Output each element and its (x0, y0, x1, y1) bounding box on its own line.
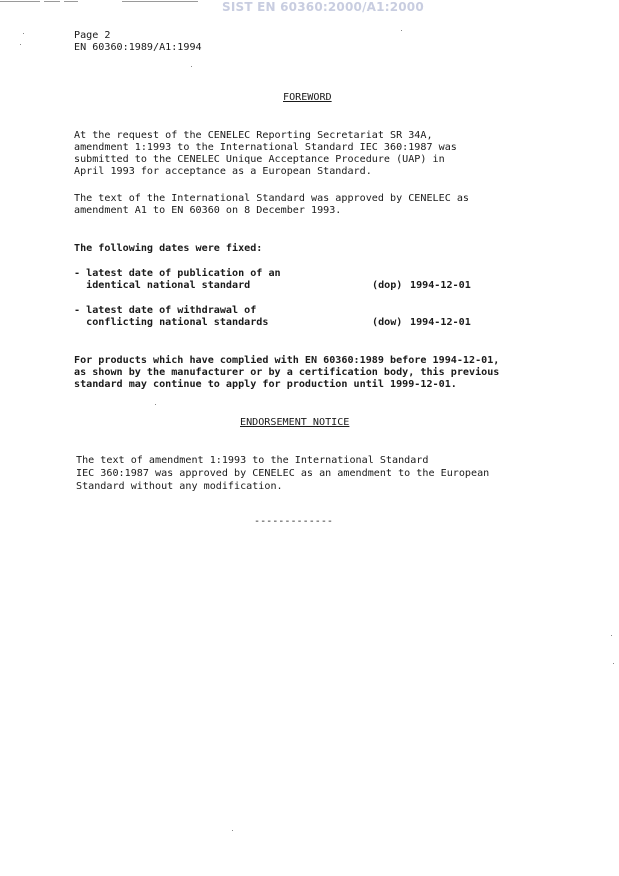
foreword-para1-line: submitted to the CENELEC Unique Acceptance Procedure (UAP) in (74, 154, 445, 165)
foreword-para3-line: standard may continue to apply for production until 1999-12-01. (74, 379, 457, 390)
scan-speck (401, 30, 402, 31)
scan-artifact-line (64, 1, 78, 2)
date-item-text: - latest date of publication of an (74, 268, 281, 279)
foreword-para2-line: The text of the International Standard was approved by CENELEC as (74, 193, 470, 204)
date-value: 1994-12-01 (410, 280, 471, 291)
scan-speck (20, 44, 21, 45)
endorsement-line: Standard without any modification. (76, 481, 283, 492)
date-item-text: conflicting national standards (74, 317, 269, 328)
scan-speck (155, 404, 156, 405)
foreword-para1-line: amendment 1:1993 to the International Standard IEC 360:1987 was (74, 142, 457, 153)
foreword-para1-line: At the request of the CENELEC Reporting Secretariat SR 34A, (74, 130, 433, 141)
endorsement-line: The text of amendment 1:1993 to the International Standard (76, 455, 429, 466)
scan-artifact-line (122, 1, 198, 2)
date-value: 1994-12-01 (410, 317, 471, 328)
foreword-para1-line: April 1993 for acceptance as a European Standard. (74, 166, 372, 177)
foreword-para2-line: amendment A1 to EN 60360 on 8 December 1993. (74, 205, 342, 216)
document-reference: EN 60360:1989/A1:1994 (74, 42, 202, 53)
scan-artifact-line (44, 1, 60, 2)
scan-speck (191, 66, 192, 67)
end-rule: ------------- (254, 516, 334, 527)
date-item-text: - latest date of withdrawal of (74, 305, 257, 316)
date-code: (dop) (372, 280, 403, 291)
dates-intro: The following dates were fixed: (74, 243, 263, 254)
foreword-heading: FOREWORD (283, 92, 332, 103)
foreword-para3-line: For products which have complied with EN 60360:1989 before 1994-12-01, (74, 355, 500, 366)
scan-speck (23, 33, 24, 34)
scan-speck (611, 635, 612, 636)
scan-artifact-line (0, 1, 40, 2)
endorsement-heading: ENDORSEMENT NOTICE (240, 417, 350, 428)
page-number: Page 2 (74, 30, 111, 41)
scan-speck (613, 663, 614, 664)
watermark: SIST EN 60360:2000/A1:2000 (222, 0, 424, 14)
scan-speck (232, 830, 233, 831)
date-item-text: identical national standard (74, 280, 251, 291)
foreword-para3-line: as shown by the manufacturer or by a certification body, this previous (74, 367, 500, 378)
endorsement-line: IEC 360:1987 was approved by CENELEC as an amendment to the European (76, 468, 490, 479)
date-code: (dow) (372, 317, 403, 328)
